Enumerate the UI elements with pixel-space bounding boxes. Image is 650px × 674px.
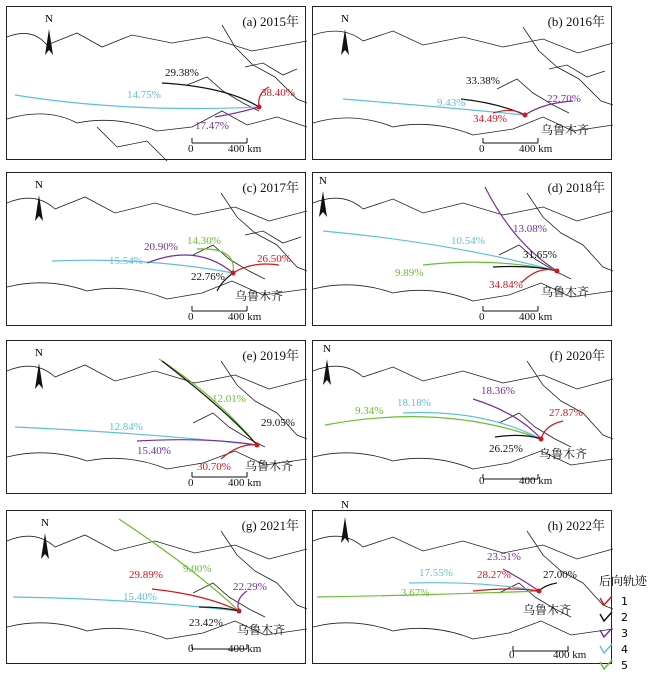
city-label: 乌鲁木齐 <box>541 285 590 299</box>
north-label: N <box>319 175 327 187</box>
city-label: 乌鲁木齐 <box>237 623 286 637</box>
legend-swatch-icon <box>599 643 613 655</box>
pct-traj-1: 29.89% <box>129 569 163 581</box>
panel-title: (h) 2022年 <box>547 518 605 533</box>
pct-traj-4: 18.18% <box>397 397 431 409</box>
city-label: 乌鲁木齐 <box>539 447 588 461</box>
pct-traj-3: 13.08% <box>513 223 547 235</box>
panel-title: (e) 2019年 <box>242 348 299 363</box>
city-label: 乌鲁木齐 <box>523 603 572 617</box>
north-label: N <box>41 517 49 529</box>
trajectory-2 <box>539 583 557 591</box>
legend-swatch-icon <box>599 659 613 671</box>
urumqi-marker <box>537 589 542 594</box>
scale-zero: 0 <box>479 143 485 155</box>
scale-distance: 400 km <box>228 311 262 323</box>
scale-zero: 0 <box>188 643 194 655</box>
pct-traj-2: 29.38% <box>165 67 199 79</box>
pct-traj-2: 29.05% <box>261 417 295 429</box>
legend-label: 1 <box>621 594 628 608</box>
scale-distance: 400 km <box>228 643 262 655</box>
pct-traj-4: 12.84% <box>109 421 143 433</box>
urumqi-marker <box>237 609 242 614</box>
pct-traj-5: 9.89% <box>395 267 424 279</box>
pct-traj-1: 38.40% <box>261 87 295 99</box>
legend-label: 4 <box>621 642 628 656</box>
legend-label: 5 <box>621 658 628 672</box>
scale-zero: 0 <box>188 477 194 489</box>
map-panel-2018 <box>312 172 612 326</box>
pct-traj-5: 3.67% <box>401 587 430 599</box>
panel-title: (g) 2021年 <box>241 518 299 533</box>
city-label: 乌鲁木齐 <box>245 459 294 473</box>
north-arrow-icon <box>41 533 49 559</box>
pct-traj-4: 15.40% <box>123 591 157 603</box>
map-panel-2022 <box>312 499 612 664</box>
pct-traj-5: 9.34% <box>355 405 384 417</box>
map-panel-2020 <box>312 340 612 494</box>
legend-swatch-icon <box>599 627 613 639</box>
legend-item-1 <box>599 593 649 609</box>
pct-traj-5: 12.01% <box>212 393 246 405</box>
legend-item-4 <box>599 641 649 657</box>
pct-traj-3: 22.70% <box>547 93 581 105</box>
map-panel-2021 <box>6 510 306 664</box>
panel-title: (d) 2018年 <box>547 180 605 195</box>
panel-title: (f) 2020年 <box>549 348 605 363</box>
pct-traj-4: 17.55% <box>419 567 453 579</box>
pct-traj-4: 9.43% <box>437 97 466 109</box>
north-label: N <box>45 13 53 25</box>
scale-zero: 0 <box>509 649 515 661</box>
north-arrow-icon <box>45 29 53 55</box>
scale-distance: 400 km <box>553 649 587 661</box>
pct-traj-1: 26.50% <box>257 253 291 265</box>
urumqi-marker <box>255 443 260 448</box>
pct-traj-2: 33.38% <box>466 75 500 87</box>
legend-label: 3 <box>621 626 628 640</box>
legend-item-5 <box>599 657 649 673</box>
trajectory-5 <box>423 262 557 271</box>
scale-distance: 400 km <box>228 477 262 489</box>
city-label: 乌鲁木齐 <box>235 289 284 303</box>
urumqi-marker <box>231 271 236 276</box>
pct-traj-2: 22.76% <box>191 271 225 283</box>
scale-zero: 0 <box>188 311 194 323</box>
pct-traj-4: 10.54% <box>451 235 485 247</box>
map-panel-2016 <box>312 6 612 160</box>
north-arrow-icon <box>319 191 327 217</box>
pct-traj-1: 28.27% <box>477 569 511 581</box>
map-panel-2017 <box>6 172 306 326</box>
urumqi-marker <box>523 113 528 118</box>
pct-traj-3: 20.90% <box>144 241 178 253</box>
map-background <box>313 511 613 665</box>
north-label: N <box>341 13 349 25</box>
trajectory-1 <box>521 270 557 284</box>
pct-traj-1: 34.49% <box>473 113 507 125</box>
pct-traj-2: 26.25% <box>489 443 523 455</box>
pct-traj-2: 23.42% <box>189 617 223 629</box>
scale-zero: 0 <box>188 143 194 155</box>
north-arrow-icon <box>341 517 349 543</box>
pct-traj-3: 23.51% <box>487 551 521 563</box>
trajectory-3 <box>238 591 247 611</box>
map-panel-2019 <box>6 340 306 494</box>
pct-traj-5: 14.30% <box>187 235 221 247</box>
pct-traj-2: 27.00% <box>543 569 577 581</box>
scale-zero: 0 <box>479 475 485 487</box>
map-background <box>313 173 613 327</box>
urumqi-marker <box>555 269 560 274</box>
legend <box>599 572 649 673</box>
scale-distance: 400 km <box>519 311 553 323</box>
pct-traj-3: 15.40% <box>137 445 171 457</box>
panel-title: (c) 2017年 <box>242 180 299 195</box>
legend-swatch-icon <box>599 595 613 607</box>
pct-traj-3: 18.36% <box>481 385 515 397</box>
scale-distance: 400 km <box>519 475 553 487</box>
pct-traj-5: 9.00% <box>183 563 212 575</box>
urumqi-marker <box>257 105 262 110</box>
pct-traj-3: 22.29% <box>233 581 267 593</box>
legend-title: 后向轨迹 <box>599 574 648 588</box>
north-label: N <box>341 499 349 511</box>
scale-distance: 400 km <box>519 143 553 155</box>
pct-traj-3: 17.47% <box>195 120 229 132</box>
legend-item-2 <box>599 609 649 625</box>
trajectory-1 <box>541 421 563 439</box>
north-label: N <box>35 179 43 191</box>
pct-traj-1: 34.84% <box>489 279 523 291</box>
map-background <box>7 7 307 161</box>
urumqi-marker <box>539 437 544 442</box>
north-arrow-icon <box>323 359 331 385</box>
pct-traj-2: 31.65% <box>523 249 557 261</box>
legend-swatch-icon <box>599 611 613 623</box>
north-label: N <box>35 347 43 359</box>
scale-distance: 400 km <box>228 143 262 155</box>
pct-traj-4: 15.54% <box>109 255 143 267</box>
legend-item-3 <box>599 625 649 641</box>
city-label: 乌鲁木齐 <box>541 123 590 137</box>
map-panel-2015 <box>6 6 306 160</box>
trajectory-2 <box>493 267 557 272</box>
panel-title: (b) 2016年 <box>547 14 605 29</box>
trajectory-1 <box>473 589 539 591</box>
panel-title: (a) 2015年 <box>242 14 299 29</box>
trajectory-1 <box>152 589 239 611</box>
scale-zero: 0 <box>479 311 485 323</box>
pct-traj-4: 14.75% <box>127 89 161 101</box>
pct-traj-1: 27.87% <box>549 407 583 419</box>
north-label: N <box>323 343 331 355</box>
legend-label: 2 <box>621 610 628 624</box>
pct-traj-1: 30.70% <box>197 461 231 473</box>
